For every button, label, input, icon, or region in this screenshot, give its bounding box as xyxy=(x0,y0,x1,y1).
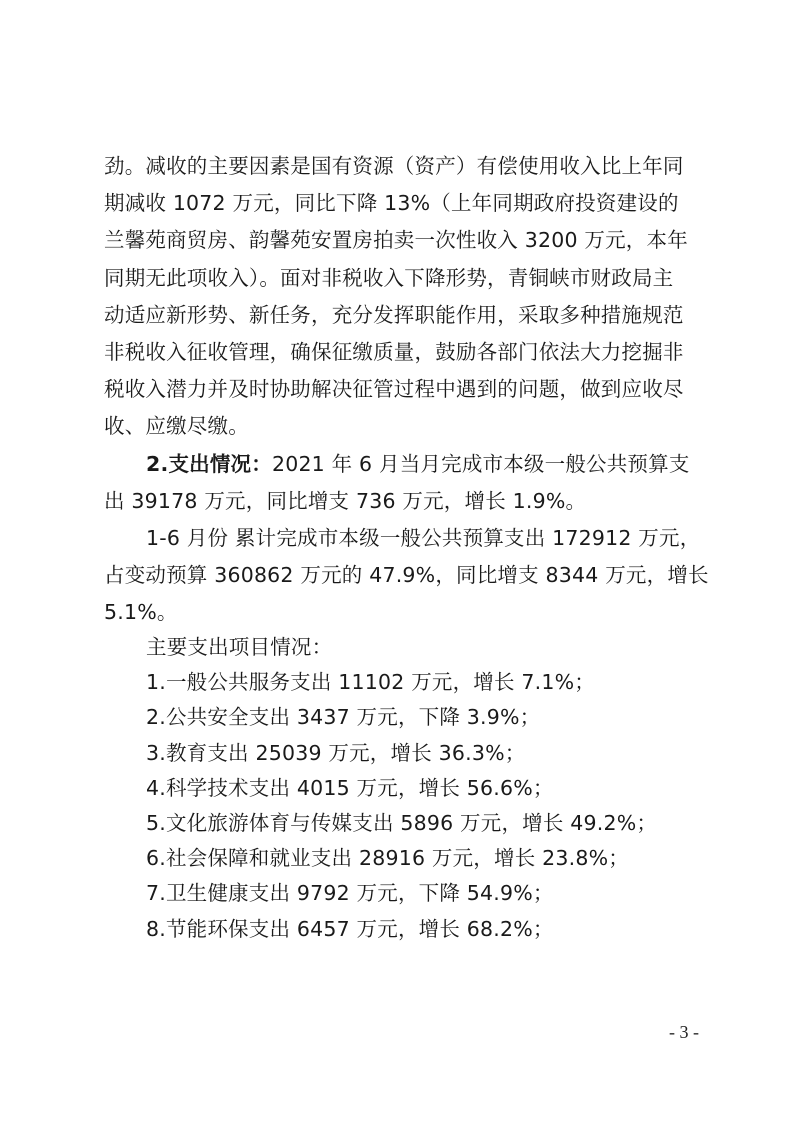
paragraph-text: 2021 年 6 月当月完成市本级一般公共预算支 xyxy=(271,451,690,476)
body-text xyxy=(104,148,709,631)
paragraph-line: 动适应新形势、新任务，充分发挥职能作用，采取多种措施规范 xyxy=(104,302,684,327)
paragraph-line: 劲。减收的主要因素是国有资源（资产）有偿使用收入比上年同 xyxy=(104,154,684,178)
section-heading: 2.支出情况： xyxy=(146,451,272,476)
paragraph-line xyxy=(104,446,700,483)
list-item: 1.一般公共服务支出 11102 万元，增长 7.1%； xyxy=(146,670,596,695)
paragraph-line: 期减收 1072 万元，同比下降 13%（上年同期政府投资建设的 xyxy=(104,191,679,216)
list-item: 4.科学技术支出 4015 万元，增长 56.6%； xyxy=(146,775,554,800)
paragraph-line: 5.1%。 xyxy=(104,600,178,625)
paragraph-line: 税收入潜力并及时协助解决征管过程中遇到的问题，做到应收尽 xyxy=(104,377,684,402)
list-item: 8.节能环保支出 6457 万元，增长 68.2%； xyxy=(146,916,554,941)
list-item: 7.卫生健康支出 9792 万元，下降 54.9%； xyxy=(146,881,554,906)
paragraph-line: 收、应缴尽缴。 xyxy=(104,414,249,439)
paragraph-line: 兰馨苑商贸房、韵馨苑安置房拍卖一次性收入 3200 万元，本年 xyxy=(104,228,688,253)
paragraph-line: 出 39178 万元，同比增支 736 万元，增长 1.9%。 xyxy=(104,488,587,513)
paragraph-line: 非税收入征收管理，确保征缴质量，鼓励各部门依法大力挖掘非 xyxy=(104,339,684,364)
paragraph-line: 同期无此项收入）。面对非税收入下降形势，青铜峡市财政局主 xyxy=(104,265,674,290)
expenditure-list xyxy=(146,630,657,947)
list-item: 2.公共安全支出 3437 万元，下降 3.9%； xyxy=(146,705,541,730)
paragraph-line: 1-6 月份 累计完成市本级一般公共预算支出 172912 万元， xyxy=(146,525,701,550)
page-number: - 3 - xyxy=(669,1022,699,1042)
list-heading: 主要支出项目情况： xyxy=(146,635,333,659)
list-item: 3.教育支出 25039 万元，增长 36.3%； xyxy=(146,740,526,765)
list-item: 6.社会保障和就业支出 28916 万元，增长 23.8%； xyxy=(146,846,629,871)
paragraph-line: 占变动预算 360862 万元的 47.9%，同比增支 8344 万元，增长 xyxy=(104,563,709,588)
list-item: 5.文化旅游体育与传媒支出 5896 万元，增长 49.2%； xyxy=(146,810,658,835)
